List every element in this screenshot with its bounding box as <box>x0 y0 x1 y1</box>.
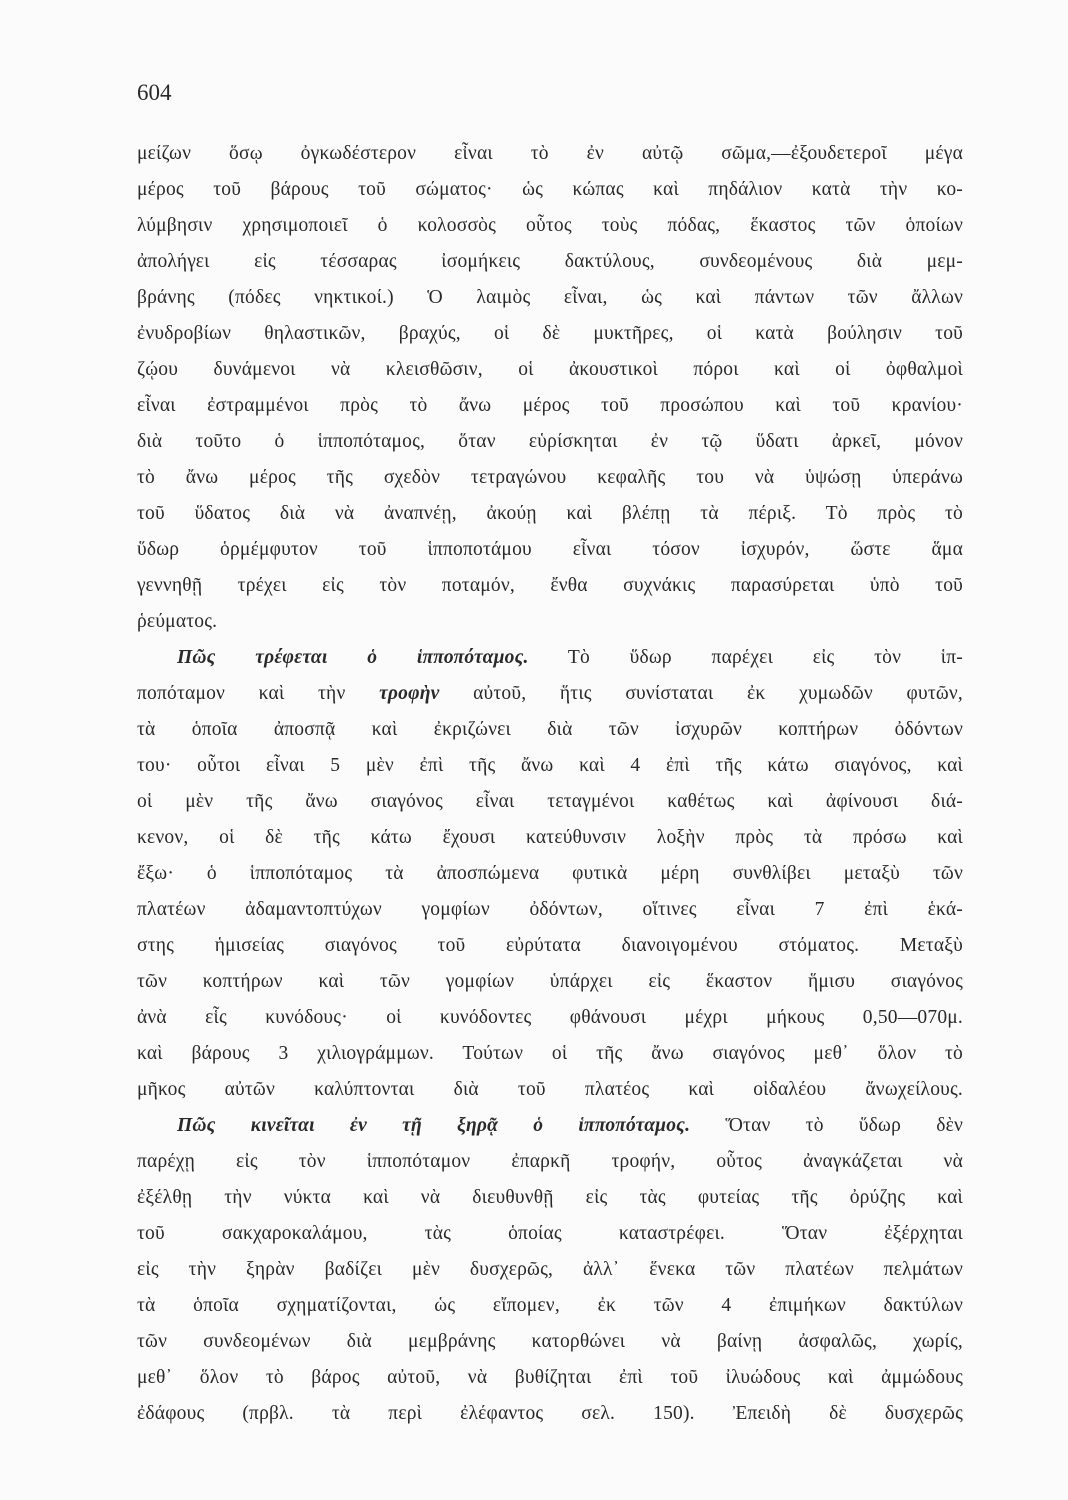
text-segment: πλατέων ἀδαμαντοπτύχων γομφίων ὀδόντων, οἵτινες εἶναι 7 ἐπὶ ἑκά- <box>137 899 963 920</box>
text-line <box>137 928 963 964</box>
text-segment: οἱ μὲν τῆς ἄνω σιαγόνος εἶναι τεταγμένοι καθέτως καὶ ἀφίνουσι διά- <box>137 791 963 812</box>
text-segment: ἐξέλθῃ τὴν νύκτα καὶ νὰ διευθυνθῇ εἰς τὰς φυτείας τῆς ὀρύζης καὶ <box>137 1187 963 1208</box>
text-segment: Τὸ ὕδωρ παρέχει εἰς τὸν ἱπ- <box>528 647 963 668</box>
text-line <box>137 1360 963 1396</box>
text-segment: ἐδάφους (πρβλ. τὰ περὶ ἐλέφαντος σελ. 150). Ἐπειδὴ δὲ δυσχερῶς <box>137 1403 963 1424</box>
text-line <box>137 604 963 640</box>
text-segment: στης ἡμισείας σιαγόνος τοῦ εὐρύτατα διανοιγομένου στόματος. Μεταξὺ <box>137 935 963 956</box>
text-line <box>137 568 963 604</box>
text-segment: Ὅταν τὸ ὕδωρ δὲν <box>690 1115 963 1136</box>
text-segment: του· οὗτοι εἶναι 5 μὲν ἐπὶ τῆς ἄνω καὶ 4 ἐπὶ τῆς κάτω σιαγόνος, καὶ <box>137 755 963 776</box>
text-line <box>137 676 963 712</box>
text-line <box>137 316 963 352</box>
text-line <box>137 172 963 208</box>
text-line <box>137 352 963 388</box>
text-line <box>137 460 963 496</box>
text-line <box>137 136 963 172</box>
page-number: 604 <box>137 80 172 105</box>
text-segment: εἰς τὴν ξηρὰν βαδίζει μὲν δυσχερῶς, ἀλλ᾽ ἕνεκα τῶν πλατέων πελμάτων <box>137 1259 963 1280</box>
text-line <box>137 856 963 892</box>
text-segment: τὸ ἄνω μέρος τῆς σχεδὸν τετραγώνου κεφαλῆς του νὰ ὑψώσῃ ὑπεράνω <box>137 467 963 488</box>
text-segment: κενον, οἱ δὲ τῆς κάτω ἔχουσι κατεύθυνσιν λοξὴν πρὸς τὰ πρόσω καὶ <box>137 827 963 848</box>
text-line <box>137 1072 963 1108</box>
text-line <box>137 1108 963 1144</box>
text-line <box>137 1000 963 1036</box>
text-segment: ὕδωρ ὁρμέμφυτον τοῦ ἱπποποτάμου εἶναι τόσον ἰσχυρόν, ὥστε ἅμα <box>137 539 963 560</box>
text-segment: ἐνυδροβίων θηλαστικῶν, βραχύς, οἱ δὲ μυκτῆρες, οἱ κατὰ βούλησιν τοῦ <box>137 323 963 344</box>
text-segment: αὐτοῦ, ἥτις συνίσταται ἐκ χυμωδῶν φυτῶν, <box>439 683 963 704</box>
text-segment: εἶναι ἐστραμμένοι πρὸς τὸ ἄνω μέρος τοῦ προσώπου καὶ τοῦ κρανίου· <box>137 395 963 416</box>
text-segment: μείζων ὅσῳ ὀγκωδέστερον εἶναι τὸ ἐν αὐτῷ σῶμα,—ἐξουδετεροῖ μέγα <box>137 143 963 164</box>
text-line <box>137 1324 963 1360</box>
text-line <box>137 424 963 460</box>
bold-heading: τροφὴν <box>379 683 440 704</box>
text-segment: ποπόταμον καὶ τὴν <box>137 683 380 704</box>
text-line <box>137 1216 963 1252</box>
text-line <box>137 244 963 280</box>
text-segment: διὰ τοῦτο ὁ ἱπποπόταμος, ὅταν εὑρίσκηται ἐν τῷ ὕδατι ἀρκεῖ, μόνον <box>137 431 963 452</box>
text-segment: τῶν κοπτήρων καὶ τῶν γομφίων ὑπάρχει εἰς ἕκαστον ἥμισυ σιαγόνος <box>137 971 963 992</box>
bold-heading: Πῶς τρέφεται ὁ ἱπποπόταμος. <box>177 647 529 668</box>
text-line <box>137 532 963 568</box>
bold-heading: Πῶς κινεῖται ἐν τῇ ξηρᾷ ὁ ἱπποπόταμος. <box>177 1115 691 1136</box>
text-segment: βράνης (πόδες νηκτικοί.) Ὁ λαιμὸς εἶναι, ὡς καὶ πάντων τῶν ἄλλων <box>137 287 963 308</box>
text-line <box>137 964 963 1000</box>
text-line <box>137 640 963 676</box>
text-line <box>137 1252 963 1288</box>
text-line <box>137 388 963 424</box>
text-line <box>137 712 963 748</box>
text-segment: τὰ ὁποῖα σχηματίζονται, ὡς εἴπομεν, ἐκ τῶν 4 ἐπιμήκων δακτύλων <box>137 1295 963 1316</box>
text-segment: γεννηθῇ τρέχει εἰς τὸν ποταμόν, ἔνθα συχνάκις παρασύρεται ὑπὸ τοῦ <box>137 575 963 596</box>
text-line <box>137 1144 963 1180</box>
text-line <box>137 208 963 244</box>
text-segment: ἀνὰ εἷς κυνόδους· οἱ κυνόδοντες φθάνουσι μέχρι μήκους 0,50—070μ. <box>137 1007 963 1028</box>
text-segment: παρέχῃ εἰς τὸν ἱπποπόταμον ἐπαρκῆ τροφήν, οὗτος ἀναγκάζεται νὰ <box>137 1151 963 1172</box>
text-segment: ἔξω· ὁ ἱπποπόταμος τὰ ἀποσπώμενα φυτικὰ μέρη συνθλίβει μεταξὺ τῶν <box>137 863 963 884</box>
text-segment: μέρος τοῦ βάρους τοῦ σώματος· ὡς κώπας καὶ πηδάλιον κατὰ τὴν κο- <box>137 179 963 200</box>
text-line <box>137 784 963 820</box>
text-segment: τοῦ σακχαροκαλάμου, τὰς ὁποίας καταστρέφει. Ὅταν ἐξέρχηται <box>137 1223 963 1244</box>
text-line <box>137 496 963 532</box>
body-text <box>137 136 963 1432</box>
text-line <box>137 1288 963 1324</box>
text-segment: ἀπολήγει εἰς τέσσαρας ἰσομήκεις δακτύλους, συνδεομένους διὰ μεμ- <box>137 251 963 272</box>
text-line <box>137 1036 963 1072</box>
text-line <box>137 1180 963 1216</box>
text-line <box>137 748 963 784</box>
text-line <box>137 892 963 928</box>
text-segment: λύμβησιν χρησιμοποιεῖ ὁ κολοσσὸς οὗτος τοὺς πόδας, ἕκαστος τῶν ὁποίων <box>137 215 963 236</box>
text-segment: μεθ᾽ ὅλον τὸ βάρος αὐτοῦ, νὰ βυθίζηται ἐπὶ τοῦ ἰλυώδους καὶ ἀμμώδους <box>137 1367 963 1388</box>
text-segment: καὶ βάρους 3 χιλιογράμμων. Τούτων οἱ τῆς ἄνω σιαγόνος μεθ᾽ ὅλον τὸ <box>137 1043 963 1064</box>
text-segment: μῆκος αὐτῶν καλύπτονται διὰ τοῦ πλατέος καὶ οἰδαλέου ἄνωχείλους. <box>137 1079 963 1100</box>
text-segment: ῥεύματος. <box>137 611 218 632</box>
text-line <box>137 820 963 856</box>
text-segment: τοῦ ὕδατος διὰ νὰ ἀναπνέῃ, ἀκούῃ καὶ βλέπῃ τὰ πέριξ. Τὸ πρὸς τὸ <box>137 503 963 524</box>
text-segment: τῶν συνδεομένων διὰ μεμβράνης κατορθώνει νὰ βαίνῃ ἀσφαλῶς, χωρίς, <box>137 1331 963 1352</box>
text-segment: τὰ ὁποῖα ἀποσπᾷ καὶ ἐκριζώνει διὰ τῶν ἰσχυρῶν κοπτήρων ὀδόντων <box>137 719 963 740</box>
text-line <box>137 280 963 316</box>
text-segment: ζῴου δυνάμενοι νὰ κλεισθῶσιν, οἱ ἀκουστικοὶ πόροι καὶ οἱ ὀφθαλμοὶ <box>137 359 963 380</box>
text-line <box>137 1396 963 1432</box>
